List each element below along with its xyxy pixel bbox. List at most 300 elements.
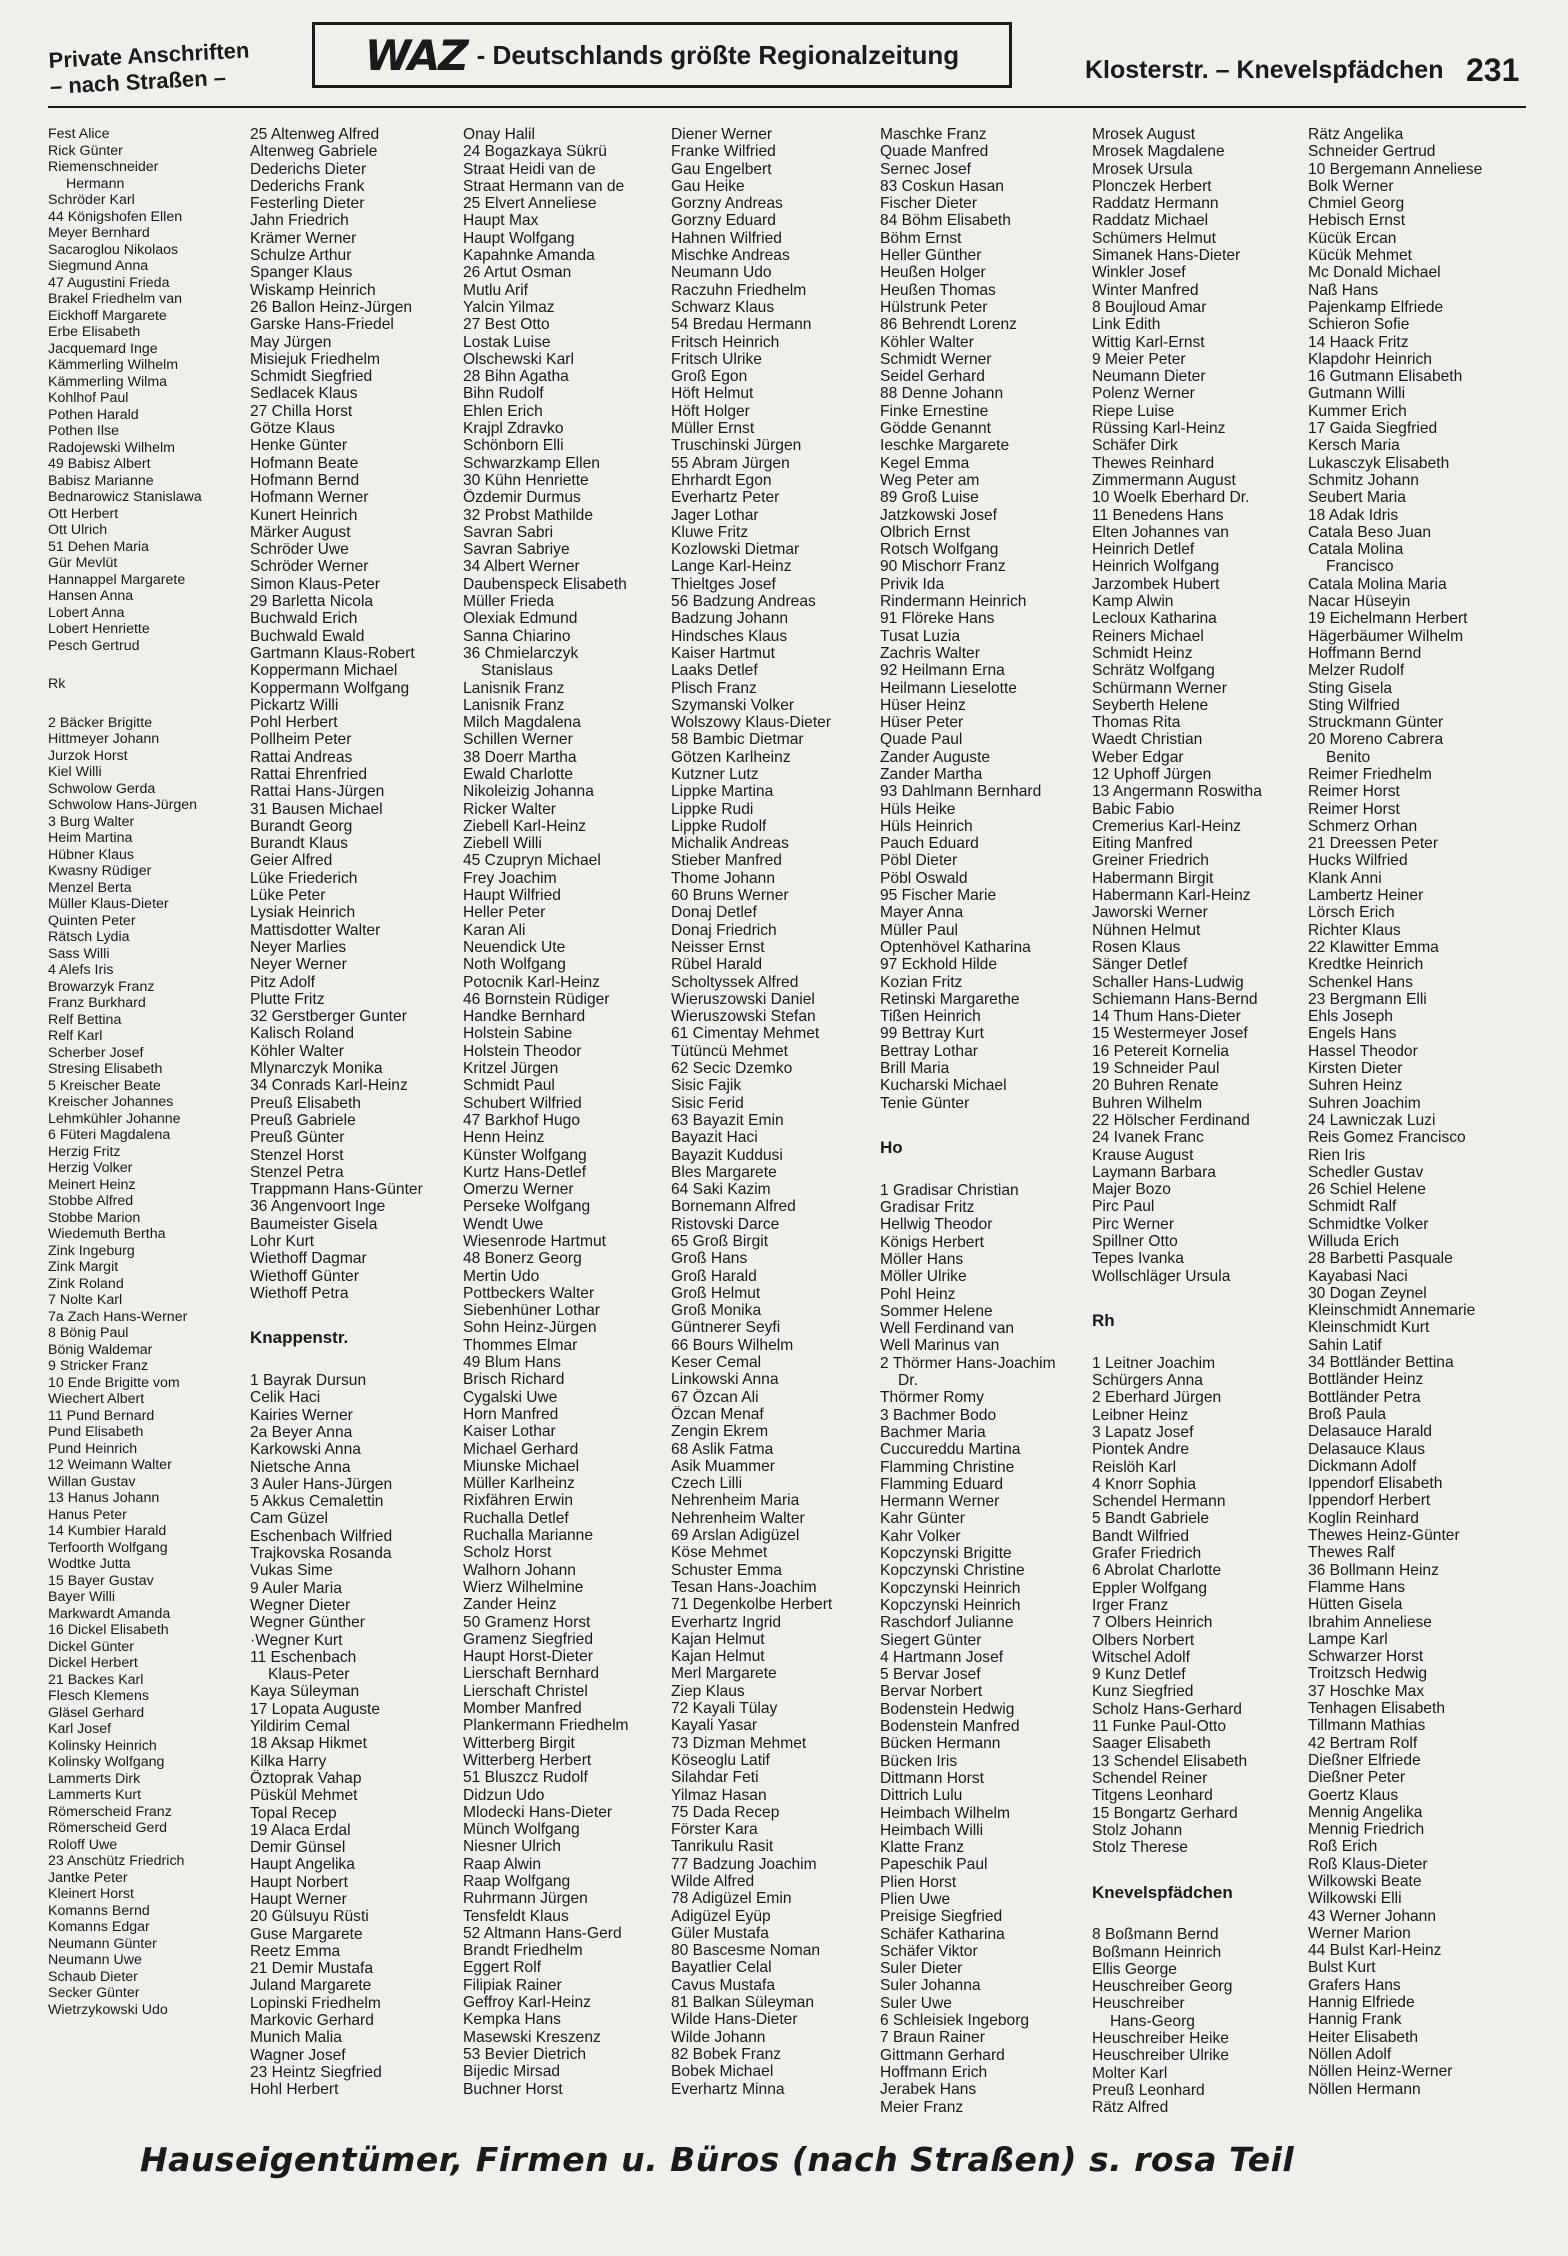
directory-entry: Kozlowski Dietmar — [671, 541, 800, 559]
directory-entry: Badzung Johann — [671, 610, 789, 628]
directory-entry: Willuda Erich — [1308, 1233, 1399, 1250]
directory-entry: Kopczynski Brigitte — [880, 1545, 1012, 1563]
directory-entry: Rk — [48, 676, 66, 692]
directory-entry: 12 Uphoff Jürgen — [1092, 765, 1212, 783]
directory-entry: Olschewski Karl — [463, 350, 574, 368]
directory-entry: Eickhoff Margarete — [48, 307, 167, 324]
directory-entry: 95 Fischer Marie — [880, 887, 997, 905]
directory-entry: Kalisch Roland — [250, 1025, 355, 1043]
directory-entry: Jaworski Werner — [1092, 904, 1208, 922]
directory-entry: Schwarzkamp Ellen — [463, 454, 600, 472]
directory-entry: Neumann Uwe — [48, 1952, 142, 1968]
directory-entry-continuation: Hans-Georg — [1110, 2012, 1195, 2030]
directory-entry: Wilde Johann — [671, 2028, 766, 2046]
directory-entry: Heußen Holger — [880, 264, 986, 282]
directory-entry: Ehls Joseph — [1308, 1008, 1393, 1026]
directory-entry: Czech Lilli — [671, 1475, 743, 1493]
directory-entry: 75 Dada Recep — [671, 1803, 780, 1821]
directory-entry: Celik Haci — [250, 1389, 321, 1407]
directory-entry: Seyberth Helene — [1092, 696, 1209, 714]
directory-entry: Thewes Reinhard — [1092, 454, 1215, 472]
directory-entry: Bles Margarete — [671, 1163, 777, 1181]
directory-entry: Jurzok Horst — [48, 747, 128, 764]
directory-entry: Meyer Bernhard — [48, 225, 150, 241]
directory-entry: Kopczynski Heinrich — [880, 1579, 1021, 1597]
directory-entry: Jahn Friedrich — [250, 212, 349, 230]
directory-entry: Yildirim Cemal — [250, 1718, 350, 1736]
directory-entry: Hoffmann Bernd — [1308, 644, 1422, 662]
directory-entry: Haupt Werner — [250, 1890, 347, 1908]
directory-entry: 8 Boßmann Bernd — [1092, 1926, 1219, 1944]
directory-entry: Heim Martina — [48, 830, 133, 846]
directory-entry: Märker August — [250, 523, 351, 541]
directory-entry: Mischke Andreas — [671, 247, 790, 265]
directory-entry: Lobert Henriette — [48, 621, 150, 637]
directory-entry: Tillmann Mathias — [1308, 1717, 1426, 1735]
directory-entry: Kredtke Heinrich — [1308, 956, 1424, 974]
directory-entry: Hüser Peter — [880, 714, 964, 732]
directory-entry: Filipiak Rainer — [463, 1976, 562, 1994]
directory-entry: Kajan Helmut — [671, 1630, 765, 1648]
directory-entry: Scholz Horst — [463, 1544, 552, 1562]
directory-entry: Reimer Horst — [1308, 800, 1400, 818]
directory-entry: Kutzner Lutz — [671, 765, 759, 783]
directory-entry: 61 Cimentay Mehmet — [671, 1025, 820, 1043]
directory-entry: Gorzny Andreas — [671, 195, 783, 213]
directory-entry: 2a Beyer Anna — [250, 1423, 353, 1441]
directory-entry: Garske Hans-Friedel — [250, 316, 394, 334]
directory-entry: Wierz Wilhelmine — [463, 1578, 584, 1596]
directory-entry: 67 Özcan Ali — [671, 1388, 759, 1406]
directory-entry: Güntnerer Seyfi — [671, 1319, 781, 1337]
directory-column-5 — [880, 126, 1085, 2116]
directory-entry: Markovic Gerhard — [250, 2012, 374, 2030]
directory-entry: Römerscheid Franz — [48, 1803, 172, 1820]
spacer — [250, 1355, 455, 1372]
directory-entry: Zink Ingeburg — [48, 1242, 135, 1259]
directory-entry: 80 Bascesme Noman — [671, 1942, 821, 1960]
directory-entry: Preuß Gabriele — [250, 1111, 356, 1129]
directory-entry: 17 Lopata Auguste — [250, 1700, 381, 1718]
directory-entry: Bodenstein Hedwig — [880, 1700, 1015, 1718]
directory-entry: Buhren Wilhelm — [1092, 1094, 1203, 1112]
directory-entry: Straat Heidi van de — [463, 160, 596, 178]
directory-entry: Lierschaft Christel — [463, 1682, 588, 1700]
directory-entry: Jacquemard Inge — [48, 340, 158, 357]
directory-entry: Haupt Norbert — [250, 1873, 348, 1891]
directory-entry: Bervar Norbert — [880, 1683, 983, 1701]
directory-entry: Mlodecki Hans-Dieter — [463, 1803, 613, 1821]
directory-entry: Pottbeckers Walter — [463, 1284, 595, 1302]
directory-entry: Markwardt Amanda — [48, 1605, 171, 1622]
directory-entry: Sass Willi — [48, 945, 110, 962]
directory-entry: Piontek Andre — [1092, 1441, 1190, 1459]
directory-column-3 — [463, 126, 668, 2098]
directory-entry: 4 Hartmann Josef — [880, 1648, 1004, 1666]
directory-entry: 16 Dickel Elisabeth — [48, 1622, 169, 1638]
directory-entry: Reislöh Karl — [1092, 1458, 1177, 1476]
directory-entry: Saager Elisabeth — [1092, 1735, 1211, 1753]
directory-entry: Özdemir Durmus — [463, 489, 581, 507]
directory-entry: Bodenstein Manfred — [880, 1718, 1020, 1736]
directory-entry: Heller Günther — [880, 247, 982, 265]
directory-entry: 92 Heilmann Erna — [880, 662, 1005, 680]
directory-entry: Stieber Manfred — [671, 852, 782, 870]
directory-entry: Bayazit Haci — [671, 1129, 758, 1147]
directory-entry: Brandt Friedhelm — [463, 1942, 583, 1960]
directory-entry: 13 Angermann Roswitha — [1092, 783, 1262, 801]
directory-entry: 6 Abrolat Charlotte — [1092, 1562, 1222, 1580]
directory-entry: Rick Günter — [48, 142, 123, 159]
directory-entry: Bijedic Mirsad — [463, 2063, 561, 2081]
directory-entry: Heimbach Wilhelm — [880, 1804, 1010, 1822]
directory-entry: Lippke Martina — [671, 783, 774, 801]
directory-entry: Kummer Erich — [1308, 402, 1407, 420]
directory-entry: Mrosek Magdalene — [1092, 143, 1225, 161]
directory-entry: Elten Johannes van — [1092, 523, 1229, 541]
directory-entry: Delasauce Klaus — [1308, 1440, 1426, 1458]
directory-entry: Kempka Hans — [463, 2011, 561, 2029]
waz-logo: WAZ — [364, 30, 467, 80]
directory-entry: Hüls Heike — [880, 800, 956, 818]
directory-entry: Irger Franz — [1092, 1596, 1169, 1614]
directory-entry: 26 Schiel Helene — [1308, 1181, 1426, 1199]
directory-entry: Hannappel Margarete — [48, 571, 186, 588]
directory-entry: Wiesenrode Hartmut — [463, 1233, 606, 1250]
directory-entry: Eiting Manfred — [1092, 835, 1193, 853]
directory-entry: 1 Gradisar Christian — [880, 1181, 1019, 1199]
directory-entry: Michael Gerhard — [463, 1440, 579, 1458]
directory-entry: Wilkowski Elli — [1308, 1890, 1402, 1908]
directory-entry: Silahdar Feti — [671, 1769, 759, 1787]
directory-entry: 51 Dehen Maria — [48, 538, 149, 555]
directory-entry: Quade Paul — [880, 731, 963, 749]
directory-entry: Meinert Heinz — [48, 1176, 136, 1193]
directory-entry: Förster Kara — [671, 1821, 758, 1839]
directory-entry: Dießner Elfriede — [1308, 1751, 1421, 1769]
directory-entry: Thörmer Romy — [880, 1389, 984, 1407]
directory-entry: Kücük Ercan — [1308, 229, 1397, 247]
directory-entry: Asik Muammer — [671, 1457, 775, 1475]
directory-entry: Wegner Günther — [250, 1614, 365, 1632]
directory-entry: Pitz Adolf — [250, 973, 316, 991]
directory-entry: Preuß Günter — [250, 1129, 345, 1147]
directory-entry: Wilkowski Beate — [1308, 1872, 1422, 1890]
directory-entry: Hülstrunk Peter — [880, 298, 988, 316]
directory-entry: 34 Conrads Karl-Heinz — [250, 1077, 408, 1095]
directory-entry-continuation: Francisco — [1326, 558, 1394, 576]
directory-entry: 15 Bayer Gustav — [48, 1572, 154, 1589]
directory-entry: Schäfer Dirk — [1092, 437, 1178, 455]
directory-entry: 72 Kayali Tülay — [671, 1700, 778, 1718]
directory-entry: Römerscheid Gerd — [48, 1820, 168, 1836]
directory-entry: Riepe Luise — [1092, 402, 1175, 420]
directory-entry: Horn Manfred — [463, 1405, 559, 1423]
directory-entry: 34 Bottländer Bettina — [1308, 1354, 1454, 1372]
directory-entry: 6 Schleisiek Ingeborg — [880, 2012, 1030, 2030]
directory-entry: 90 Mischorr Franz — [880, 558, 1006, 576]
directory-entry: Bolk Werner — [1308, 177, 1394, 195]
directory-entry: Klank Anni — [1308, 869, 1382, 887]
directory-entry: Sedlacek Klaus — [250, 385, 358, 403]
directory-entry: Schmidt Siegfried — [250, 368, 373, 386]
directory-entry: Mennig Angelika — [1308, 1803, 1423, 1821]
directory-entry: Ristovski Darce — [671, 1215, 780, 1233]
directory-entry-continuation: Dr. — [898, 1372, 918, 1390]
directory-entry: Link Edith — [1092, 316, 1161, 334]
directory-entry: Rattai Hans-Jürgen — [250, 783, 385, 801]
directory-entry: Geffroy Karl-Heinz — [463, 1994, 591, 2012]
directory-entry: Winter Manfred — [1092, 281, 1199, 299]
directory-entry: Schwarzer Horst — [1308, 1648, 1424, 1666]
directory-entry: Nöllen Heinz-Werner — [1308, 2063, 1453, 2081]
directory-entry: Brakel Friedhelm van — [48, 291, 183, 307]
directory-entry: Lohr Kurt — [250, 1233, 315, 1250]
directory-entry: Wieruszowski Stefan — [671, 1008, 816, 1026]
directory-entry: Püskül Mehmet — [250, 1787, 358, 1805]
directory-entry: Lostak Luise — [463, 333, 551, 351]
directory-entry: 56 Badzung Andreas — [671, 593, 816, 611]
directory-entry: Scherber Josef — [48, 1044, 144, 1061]
directory-entry: Roloff Uwe — [48, 1836, 118, 1853]
directory-entry: 22 Klawitter Emma — [1308, 938, 1439, 956]
directory-entry: Majer Bozo — [1092, 1181, 1171, 1199]
directory-entry: Gorzny Eduard — [671, 212, 776, 230]
directory-entry: Didzun Udo — [463, 1786, 545, 1804]
directory-entry: Neumann Udo — [671, 264, 772, 282]
directory-entry: Wilde Hans-Dieter — [671, 2011, 798, 2029]
directory-entry: Schönborn Elli — [463, 437, 564, 455]
directory-entry: 17 Gaida Siegfried — [1308, 420, 1438, 438]
directory-entry: Guse Margarete — [250, 1925, 363, 1943]
directory-entry: Fritsch Ulrike — [671, 350, 762, 368]
directory-entry: Ellis George — [1092, 1960, 1177, 1978]
directory-entry: Wittig Karl-Ernst — [1092, 333, 1205, 351]
directory-entry: 19 Schneider Paul — [1092, 1060, 1220, 1078]
directory-entry: Erbe Elisabeth — [48, 324, 141, 340]
directory-entry: Cavus Mustafa — [671, 1976, 776, 1994]
directory-entry: Bayatlier Celal — [671, 1959, 772, 1977]
directory-entry: Bayazit Kuddusi — [671, 1146, 783, 1164]
directory-entry: 5 Bandt Gabriele — [1092, 1510, 1210, 1528]
directory-entry: Böhm Ernst — [880, 229, 962, 247]
directory-entry: Babisz Marianne — [48, 472, 154, 489]
directory-entry: Klatte Franz — [880, 1839, 965, 1857]
directory-entry: 51 Bluszcz Rudolf — [463, 1769, 588, 1787]
spacer — [1092, 1909, 1297, 1926]
directory-entry: Delasauce Harald — [1308, 1423, 1432, 1441]
directory-entry: Klapdohr Heinrich — [1308, 350, 1432, 368]
directory-entry: Kamp Alwin — [1092, 593, 1174, 611]
directory-entry: Ruchalla Marianne — [463, 1527, 594, 1545]
directory-entry: Daubenspeck Elisabeth — [463, 575, 627, 593]
directory-entry: 44 Königshofen Ellen — [48, 208, 183, 225]
directory-entry: Gradisar Fritz — [880, 1199, 975, 1217]
directory-entry: 20 Moreno Cabrera — [1308, 731, 1444, 749]
directory-entry: 7 Nolte Karl — [48, 1292, 123, 1308]
directory-entry: Reetz Emma — [250, 1942, 341, 1960]
directory-entry: May Jürgen — [250, 333, 332, 351]
directory-entry: Schwolow Gerda — [48, 780, 156, 797]
directory-entry: Schäfer Katharina — [880, 1925, 1005, 1943]
directory-entry: Broß Paula — [1308, 1405, 1387, 1423]
directory-entry: Pöbl Oswald — [880, 869, 968, 887]
directory-entry: Scholtyssek Alfred — [671, 973, 799, 991]
directory-entry: Neuendick Ute — [463, 938, 566, 956]
directory-entry: Müller Frieda — [463, 593, 554, 611]
directory-entry: 36 Angenvoort Inge — [250, 1198, 386, 1216]
directory-entry: 52 Altmann Hans-Gerd — [463, 1924, 622, 1942]
footer-note: Hauseigentümer, Firmen u. Büros (nach Straßen) s. rosa Teil — [140, 2140, 1295, 2179]
directory-entry: Diener Werner — [671, 126, 773, 143]
directory-entry: Bücken Hermann — [880, 1735, 1001, 1753]
directory-entry: 30 Dogan Zeynel — [1308, 1284, 1427, 1302]
directory-entry: Topal Recep — [250, 1804, 337, 1822]
directory-entry: 46 Bornstein Rüdiger — [463, 990, 610, 1008]
directory-entry: Kahr Günter — [880, 1510, 965, 1528]
directory-entry: Dittmann Horst — [880, 1769, 984, 1787]
directory-entry: Schedler Gustav — [1308, 1163, 1424, 1181]
directory-entry: Ott Ulrich — [48, 522, 108, 538]
directory-entry: Tütüncü Mehmet — [671, 1042, 789, 1060]
directory-entry: Köseoglu Latif — [671, 1751, 770, 1769]
directory-entry: 25 Elvert Anneliese — [463, 195, 597, 213]
directory-entry: Relf Karl — [48, 1028, 103, 1044]
directory-entry: Reimer Friedhelm — [1308, 765, 1432, 783]
directory-entry: Gödde Genannt — [880, 420, 991, 438]
directory-entry: Hanus Peter — [48, 1506, 127, 1523]
directory-entry: Heuschreiber Georg — [1092, 1978, 1233, 1996]
directory-entry: 7a Zach Hans-Werner — [48, 1308, 188, 1325]
directory-entry: Preisige Siegfried — [880, 1908, 1003, 1926]
directory-entry: Heußen Thomas — [880, 281, 996, 299]
directory-entry: Suler Uwe — [880, 1994, 952, 2012]
directory-entry: Schieron Sofie — [1308, 316, 1410, 334]
directory-entry: 63 Bayazit Emin — [671, 1111, 784, 1129]
directory-entry: Weg Peter am — [880, 471, 980, 489]
directory-entry: Kayali Yasar — [671, 1717, 758, 1735]
directory-entry: Bücken Iris — [880, 1752, 958, 1770]
directory-entry: Fest Alice — [48, 126, 110, 142]
directory-entry: Pund Elisabeth — [48, 1424, 144, 1440]
directory-entry: Privik Ida — [880, 575, 945, 593]
directory-entry: Pöbl Dieter — [880, 852, 958, 870]
directory-entry: Festerling Dieter — [250, 195, 365, 213]
directory-entry: Gläsel Gerhard — [48, 1704, 145, 1721]
directory-entry: Savran Sabri — [463, 523, 554, 541]
directory-entry: Roß Klaus-Dieter — [1308, 1855, 1428, 1873]
directory-entry: 36 Bollmann Heinz — [1308, 1561, 1439, 1579]
directory-entry: Hellwig Theodor — [880, 1216, 993, 1234]
directory-entry: Terfoorth Wolfgang — [48, 1539, 168, 1556]
street-heading: Rh — [1092, 1312, 1115, 1330]
directory-entry: 68 Aslik Fatma — [671, 1440, 774, 1458]
directory-entry: Thomas Rita — [1092, 714, 1181, 732]
directory-entry: Hohl Herbert — [250, 2081, 339, 2099]
directory-entry: Haupt Max — [463, 212, 539, 230]
directory-column-7 — [1308, 126, 1513, 2098]
directory-entry: Groß Monika — [671, 1302, 762, 1320]
directory-entry: Schrätz Wolfgang — [1092, 662, 1215, 680]
directory-entry: Kilka Harry — [250, 1752, 327, 1770]
directory-entry: Öztoprak Vahap — [250, 1769, 362, 1787]
directory-entry: Struckmann Günter — [1308, 714, 1444, 732]
directory-entry: 91 Flöreke Hans — [880, 610, 995, 628]
directory-entry: Kluwe Fritz — [671, 523, 749, 541]
directory-entry: Gartmann Klaus-Robert — [250, 644, 415, 662]
directory-entry: Kohlhof Paul — [48, 390, 129, 406]
directory-entry: 14 Thum Hans-Dieter — [1092, 1008, 1241, 1026]
directory-entry: Mutlu Arif — [463, 281, 528, 299]
directory-entry: 20 Gülsuyu Rüsti — [250, 1908, 369, 1926]
directory-entry: Schmidt Ralf — [1308, 1198, 1397, 1216]
directory-entry: Höft Holger — [671, 402, 750, 420]
directory-entry: Plankermann Friedhelm — [463, 1717, 629, 1735]
directory-entry: Möller Ulrike — [880, 1268, 967, 1286]
directory-entry: Schiemann Hans-Bernd — [1092, 990, 1258, 1008]
directory-entry: Sohn Heinz-Jürgen — [463, 1319, 597, 1337]
directory-entry: Rien Iris — [1308, 1146, 1366, 1164]
directory-entry: 44 Bulst Karl-Heinz — [1308, 1942, 1442, 1960]
directory-entry: Pirc Paul — [1092, 1198, 1155, 1216]
directory-entry: Bandt Wilfried — [1092, 1527, 1190, 1545]
directory-entry: Hofmann Werner — [250, 489, 369, 507]
directory-entry: Walhorn Johann — [463, 1561, 576, 1579]
directory-entry: Siegmund Anna — [48, 258, 149, 274]
directory-entry: Köhler Walter — [880, 333, 974, 351]
directory-entry-continuation: Hermann — [66, 175, 125, 192]
directory-entry: 66 Bours Wilhelm — [671, 1336, 794, 1354]
directory-entry: Preuß Leonhard — [1092, 2081, 1205, 2099]
directory-entry: Laaks Detlef — [671, 662, 758, 680]
directory-entry: ·Wegner Kurt — [250, 1631, 343, 1649]
directory-entry: Lecloux Katharina — [1092, 610, 1217, 628]
directory-entry: Zander Heinz — [463, 1596, 557, 1614]
directory-entry: 73 Dizman Mehmet — [671, 1734, 807, 1752]
directory-entry: Melzer Rudolf — [1308, 662, 1405, 680]
directory-entry: 30 Kühn Henriette — [463, 471, 589, 489]
directory-entry: Rübel Harald — [671, 956, 763, 974]
directory-entry: Schümers Helmut — [1092, 229, 1216, 247]
directory-entry: Kämmerling Wilhelm — [48, 357, 179, 373]
directory-entry: Suhren Joachim — [1308, 1094, 1421, 1112]
directory-entry: 97 Eckhold Hilde — [880, 956, 998, 974]
directory-entry: Suhren Heinz — [1308, 1077, 1403, 1095]
directory-entry: Rätz Alfred — [1092, 2099, 1169, 2117]
directory-entry: Hittmeyer Johann — [48, 731, 160, 747]
directory-entry: Stresing Elisabeth — [48, 1061, 163, 1077]
directory-entry: Wegner Dieter — [250, 1596, 351, 1614]
directory-entry: Burandt Klaus — [250, 835, 348, 853]
directory-entry: Ippendorf Elisabeth — [1308, 1475, 1443, 1493]
directory-entry: Stenzel Petra — [250, 1163, 344, 1181]
directory-entry: 24 Bogazkaya Sükrü — [463, 143, 607, 161]
directory-entry: Browarzyk Franz — [48, 978, 155, 995]
directory-entry: 11 Eschenbach — [250, 1648, 357, 1666]
directory-entry: Noth Wolfgang — [463, 956, 566, 974]
directory-entry: 3 Auler Hans-Jürgen — [250, 1475, 393, 1493]
directory-entry: Perseke Wolfgang — [463, 1198, 591, 1216]
directory-entry: Mayer Anna — [880, 904, 964, 922]
directory-entry: Schwarz Klaus — [671, 298, 775, 316]
directory-entry: 10 Ende Brigitte vom — [48, 1374, 180, 1391]
directory-entry: Catala Molina Maria — [1308, 575, 1447, 593]
directory-entry: Bornemann Alfred — [671, 1198, 796, 1216]
directory-entry: Buchwald Ewald — [250, 627, 365, 645]
directory-entry: Siegert Günter — [880, 1631, 982, 1649]
directory-entry: Bayer Willi — [48, 1589, 116, 1605]
directory-entry: Misiejuk Friedhelm — [250, 350, 380, 368]
